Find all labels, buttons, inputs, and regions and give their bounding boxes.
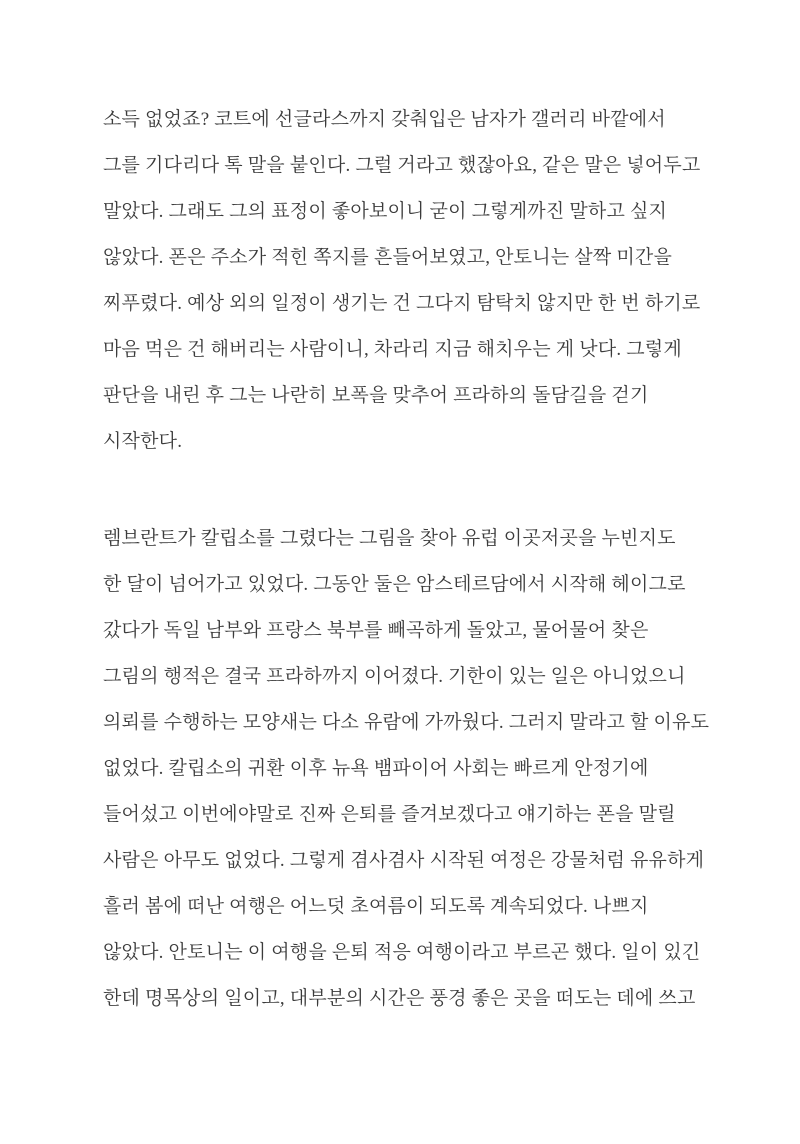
text-line: 마음 먹은 건 해버리는 사람이니, 차라리 지금 해치우는 게 낫다. 그렇게 xyxy=(103,339,682,360)
text-line: 않았다. 안토니는 이 여행을 은퇴 적응 여행이라고 부르곤 했다. 일이 있긴 xyxy=(103,942,701,963)
text-content xyxy=(103,97,720,1073)
text-line: 사람은 아무도 없었다. 그렇게 겸사겸사 시작된 여정은 강물처럼 유유하게 xyxy=(103,850,705,871)
text-line: 찌푸렸다. 예상 외의 일정이 생기는 건 그다지 탐탁치 않지만 한 번 하기로 xyxy=(103,293,701,314)
text-line: 없었다. 칼립소의 귀환 이후 뉴욕 뱀파이어 사회는 빠르게 안정기에 xyxy=(103,758,649,779)
text-line: 갔다가 독일 남부와 프랑스 북부를 빼곡하게 돌았고, 물어물어 찾은 xyxy=(103,620,649,641)
text-line: 의뢰를 수행하는 모양새는 다소 유람에 가까웠다. 그러지 말라고 할 이유도 xyxy=(103,712,710,733)
paragraph-1 xyxy=(103,97,720,465)
text-line: 소득 없었죠? 코트에 선글라스까지 갖춰입은 남자가 갤러리 바깥에서 xyxy=(103,109,666,130)
text-line: 흘러 봄에 떠난 여행은 어느덧 초여름이 되도록 계속되었다. 나쁘지 xyxy=(103,896,649,917)
text-line: 들어섰고 이번에야말로 진짜 은퇴를 즐겨보겠다고 얘기하는 폰을 말릴 xyxy=(103,804,676,825)
text-line: 한 달이 넘어가고 있었다. 그동안 둘은 암스테르담에서 시작해 헤이그로 xyxy=(103,574,686,595)
paragraph-2 xyxy=(103,516,720,1022)
text-line: 않았다. 폰은 주소가 적힌 쪽지를 흔들어보였고, 안토니는 살짝 미간을 xyxy=(103,247,673,268)
text-line: 판단을 내린 후 그는 나란히 보폭을 맞추어 프라하의 돌담길을 걷기 xyxy=(103,385,649,406)
text-line: 한데 명목상의 일이고, 대부분의 시간은 풍경 좋은 곳을 떠도는 데에 쓰고 xyxy=(103,988,696,1009)
text-line: 그림의 행적은 결국 프라하까지 이어졌다. 기한이 있는 일은 아니었으니 xyxy=(103,666,686,687)
text-line: 그를 기다리다 톡 말을 붙인다. 그럴 거라고 했잖아요, 같은 말은 넣어두고 xyxy=(103,155,701,176)
text-line: 시작한다. xyxy=(103,431,183,452)
text-line: 렘브란트가 칼립소를 그렸다는 그림을 찾아 유럽 이곳저곳을 누빈지도 xyxy=(103,528,676,549)
text-line: 말았다. 그래도 그의 표정이 좋아보이니 굳이 그렇게까진 말하고 싶지 xyxy=(103,201,668,222)
